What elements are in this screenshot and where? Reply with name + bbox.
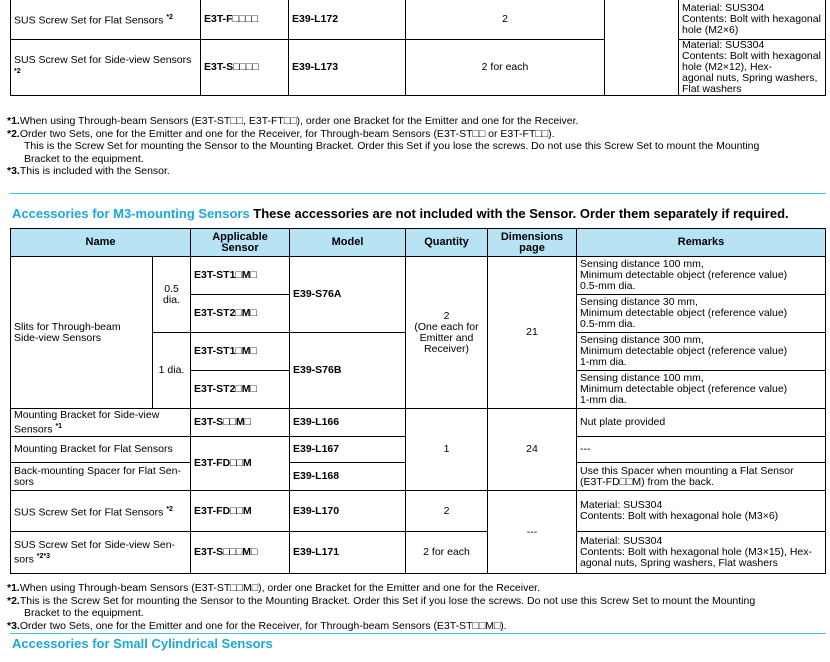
header-quantity: Quantity xyxy=(406,229,488,257)
header-name: Name xyxy=(11,229,191,257)
table-cell-sensor: E3T-FD□□M xyxy=(191,437,290,491)
table-cell-sensor: E3T-F□□□□ xyxy=(201,0,289,40)
header-sensor: Applicable Sensor xyxy=(191,229,290,257)
table-cell-model: E39-L168 xyxy=(290,463,406,491)
table-cell-name: Mounting Bracket for Side-view Sensors $^{*1}$ xyxy=(11,409,191,437)
table-cell-model: E39-S76B xyxy=(290,333,406,409)
footnote: *2.This is the Screw Set for mounting the Sensor to the Mounting Bracket. Order this Set if you lose the screws. Do not use this Screw Set to mount the Mounting xyxy=(7,594,756,607)
table-cell-dimensions: 24 xyxy=(488,409,577,491)
table-cell-sensor: E3T-S□□M□ xyxy=(191,409,290,437)
table-cell-name: Mounting Bracket for Flat Sensors xyxy=(11,437,191,463)
table-cell-dimensions: --- xyxy=(488,491,577,574)
m3-accessory-table xyxy=(10,228,826,574)
table-cell-remarks: Sensing distance 100 mm, Minimum detectable object (reference value) 1-mm dia. xyxy=(577,371,826,409)
footnotes-top xyxy=(7,115,759,178)
small-cylindrical-heading: Accessories for Small Cylindrical Sensors xyxy=(12,636,273,651)
footnote-continuation: This is the Screw Set for mounting the Sensor to the Mounting Bracket. Order this Set if you lose the screws. Do not use this Screw Set to mount the Mounting xyxy=(24,140,760,152)
table-cell-sensor: E3T-S□□□□ xyxy=(201,40,289,96)
header-remarks: Remarks xyxy=(577,229,826,257)
table-cell-diameter: 1 dia. xyxy=(153,333,191,409)
table-cell-sensor: E3T-ST1□M□ xyxy=(191,257,290,295)
footnote-continuation: Bracket to the equipment. xyxy=(24,607,144,619)
table-cell-model: E39-L171 xyxy=(290,532,406,574)
table-cell-diameter: 0.5 dia. xyxy=(153,257,191,333)
header-model: Model xyxy=(290,229,406,257)
m3-section-heading: Accessories for M3-mounting Sensors These accessories are not included with the Sensor. Order them separately if required. xyxy=(12,206,789,221)
section-divider xyxy=(10,193,826,194)
table-cell-name: SUS Screw Set for Flat Sensors $^{*2}$ xyxy=(11,0,201,40)
table-cell-dimensions xyxy=(605,0,679,96)
table-cell-remarks: --- xyxy=(577,437,826,463)
table-cell-model: E39-L172 xyxy=(289,0,406,40)
table-cell-remarks: Use this Spacer when mounting a Flat Sensor (E3T-FD□□M) from the back. xyxy=(577,463,826,491)
header-dimensions: Dimensions page xyxy=(488,229,577,257)
table-cell-name: SUS Screw Set for Flat Sensors $^{*2}$ xyxy=(11,491,191,532)
table-cell-quantity: 2 (One each for Emitter and Receiver) xyxy=(406,257,488,409)
footnote: *1.When using Through-beam Sensors (E3T-ST□□, E3T-FT□□), order one Bracket for the Emitter and one for the Receiver. xyxy=(7,115,579,127)
table-cell-sensor: E3T-ST2□M□ xyxy=(191,371,290,409)
table-cell-quantity: 1 xyxy=(406,409,488,491)
table-cell-sensor: E3T-S□□□M□ xyxy=(191,532,290,574)
table-cell-dimensions: 21 xyxy=(488,257,577,409)
table-cell-remarks: Material: SUS304 Contents: Bolt with hexagonal hole (M2×6) xyxy=(679,0,826,40)
footnote: *1.When using Through-beam Sensors (E3T-ST□□M□), order one Bracket for the Emitter and one for the Receiver. xyxy=(7,582,540,594)
table-cell-name: Back-mounting Spacer for Flat Sen- sors xyxy=(11,463,191,491)
table-cell-sensor: E3T-FD□□M xyxy=(191,491,290,532)
table-cell-model: E39-L170 xyxy=(290,491,406,532)
table-cell-quantity: 2 for each xyxy=(406,40,605,96)
footnote: *3.This is included with the Sensor. xyxy=(7,165,170,177)
table-cell-remarks: Nut plate provided xyxy=(577,409,826,437)
table-cell-name: Slits for Through-beam Side-view Sensors xyxy=(11,257,153,409)
table-cell-quantity: 2 xyxy=(406,491,488,532)
footnotes-m3 xyxy=(7,582,755,632)
table-cell-sensor: E3T-ST1□M□ xyxy=(191,333,290,371)
table-cell-remarks: Material: SUS304 Contents: Bolt with hexagonal hole (M2×12), Hex- agonal nuts, Spring washers, Flat washers xyxy=(679,40,826,96)
table-cell-model: E39-L166 xyxy=(290,409,406,437)
top-accessory-table xyxy=(10,0,826,96)
table-cell-remarks: Material: SUS304 Contents: Bolt with hexagonal hole (M3×15), Hex- agonal nuts, Spring washers, Flat washers xyxy=(577,532,826,574)
table-cell-name: SUS Screw Set for Side-view Sensors $^{*2}$ xyxy=(11,40,201,96)
table-cell-remarks: Sensing distance 30 mm, Minimum detectable object (reference value) 0.5-mm dia. xyxy=(577,295,826,333)
table-cell-model: E39-L173 xyxy=(289,40,406,96)
footnote-continuation: Bracket to the equipment. xyxy=(24,152,144,165)
table-cell-remarks: Material: SUS304 Contents: Bolt with hexagonal hole (M3×6) xyxy=(577,491,826,532)
footnote: *2.Order two Sets, one for the Emitter and one for the Receiver, for Through-beam Sensors (E3T-ST□□ or E3T-FT□□). xyxy=(7,127,555,140)
table-cell-model: E39-S76A xyxy=(290,257,406,333)
table-cell-remarks: Sensing distance 100 mm, Minimum detectable object (reference value) 0.5-mm dia. xyxy=(577,257,826,295)
footnote: *3.Order two Sets, one for the Emitter and one for the Receiver, for Through-beam Sensors (E3T-ST□□M□). xyxy=(7,619,507,632)
table-cell-sensor: E3T-ST2□M□ xyxy=(191,295,290,333)
table-cell-quantity: 2 xyxy=(406,0,605,40)
table-cell-model: E39-L167 xyxy=(290,437,406,463)
section-divider xyxy=(10,633,826,634)
table-cell-quantity: 2 for each xyxy=(406,532,488,574)
table-cell-remarks: Sensing distance 300 mm, Minimum detectable object (reference value) 1-mm dia. xyxy=(577,333,826,371)
table-cell-name: SUS Screw Set for Side-view Sen- sors $^{*2*3}$ xyxy=(11,532,191,574)
